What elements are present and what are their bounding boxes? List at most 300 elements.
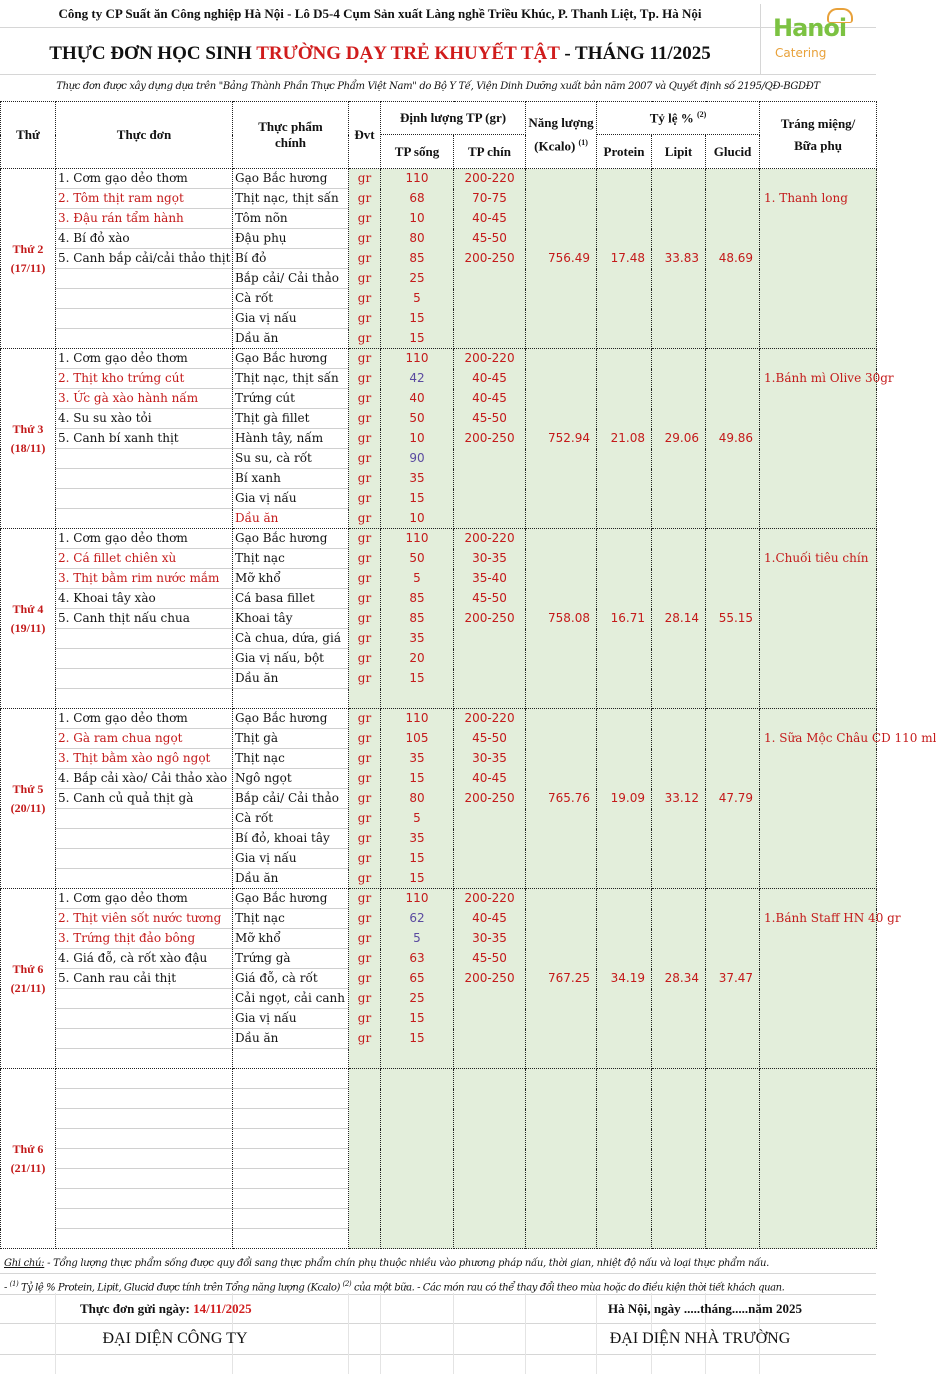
unit: gr (349, 629, 381, 649)
divider (0, 1294, 876, 1295)
day-label: Thứ 6 (12, 961, 44, 976)
raw-quantity: 15 (381, 669, 454, 689)
col-header-lipit: Lipit (652, 135, 706, 169)
food-item: Thịt nạc (233, 549, 349, 569)
unit: gr (349, 449, 381, 469)
unit: gr (349, 969, 381, 989)
raw-quantity (381, 689, 454, 709)
menu-row (1, 529, 877, 549)
cooked-quantity (454, 1029, 526, 1049)
dish-name: 4. Bắp cải xào/ Cải thảo xào (56, 769, 233, 789)
day-label: Thứ 2 (12, 241, 44, 256)
raw-quantity: 85 (381, 249, 454, 269)
day-date: (21/11) (10, 980, 46, 995)
col-header-cooked: TP chín (454, 135, 526, 169)
divider (0, 74, 876, 75)
dish-name: 1. Cơm gạo dẻo thơm (56, 349, 233, 369)
cooked-quantity (454, 269, 526, 289)
dish-name (56, 1109, 233, 1129)
dish-name (56, 869, 233, 889)
raw-quantity: 110 (381, 529, 454, 549)
unit (349, 1089, 381, 1109)
unit: gr (349, 209, 381, 229)
day-date: (20/11) (10, 800, 46, 815)
cooked-quantity: 40-45 (454, 369, 526, 389)
title-suffix: - THÁNG 11/2025 (559, 43, 711, 64)
unit: gr (349, 729, 381, 749)
cooked-quantity (454, 1069, 526, 1089)
raw-quantity: 15 (381, 309, 454, 329)
cooked-quantity: 200-250 (454, 429, 526, 449)
cooked-quantity: 200-220 (454, 529, 526, 549)
raw-quantity: 63 (381, 949, 454, 969)
raw-quantity (381, 1189, 454, 1209)
food-item: Gia vị nấu, bột (233, 649, 349, 669)
food-item: Mỡ khổ (233, 569, 349, 589)
food-item (233, 1129, 349, 1149)
cooked-quantity (454, 809, 526, 829)
day-cell (1, 529, 56, 709)
note-line-2 (4, 1275, 874, 1293)
dish-name: 4. Khoai tây xào (56, 589, 233, 609)
cooked-quantity: 200-250 (454, 249, 526, 269)
raw-quantity (381, 1049, 454, 1069)
dish-name (56, 1149, 233, 1169)
food-item: Dầu ăn (233, 869, 349, 889)
dish-name (56, 329, 233, 349)
dessert: 1.Bánh Staff HN 40 gr (760, 889, 877, 1069)
dish-name: 5. Canh thịt nấu chua (56, 609, 233, 629)
food-item (233, 1089, 349, 1109)
cooked-quantity: 30-35 (454, 749, 526, 769)
dessert: 1. Thanh long (760, 169, 877, 349)
dessert: 1. Sữa Mộc Châu CD 110 ml (760, 709, 877, 889)
raw-quantity (381, 1169, 454, 1189)
food-item: Gia vị nấu (233, 489, 349, 509)
unit: gr (349, 569, 381, 589)
unit: gr (349, 849, 381, 869)
food-item: Cà chua, dứa, giá (233, 629, 349, 649)
cooked-quantity: 45-50 (454, 409, 526, 429)
day-label: Thứ 5 (12, 781, 44, 796)
food-item: Bắp cải/ Cải thảo (233, 789, 349, 809)
cooked-quantity: 40-45 (454, 909, 526, 929)
food-item: Giá đỗ, cà rốt (233, 969, 349, 989)
unit: gr (349, 349, 381, 369)
unit: gr (349, 429, 381, 449)
cooked-quantity (454, 1229, 526, 1249)
dish-name (56, 1169, 233, 1189)
unit: gr (349, 489, 381, 509)
food-item: Mỡ khổ (233, 929, 349, 949)
day-date: (19/11) (10, 620, 46, 635)
unit: gr (349, 369, 381, 389)
food-item: Gạo Bắc hương (233, 169, 349, 189)
menu-row (1, 169, 877, 189)
menu-source-note: Thực đơn được xây dựng dựa trên "Bảng Thành Phần Thực Phẩm Việt Nam" do Bộ Y Tế, Viện Dinh Dưỡng xuất bản năm 2007 và Quyết định số 2195/QĐ-BGDĐT (56, 81, 820, 92)
food-item (233, 689, 349, 709)
food-item: Thịt gà (233, 729, 349, 749)
food-item: Cá basa fillet (233, 589, 349, 609)
cooked-quantity (454, 989, 526, 1009)
unit: gr (349, 529, 381, 549)
unit: gr (349, 169, 381, 189)
raw-quantity: 15 (381, 489, 454, 509)
dish-name (56, 1069, 233, 1089)
unit: gr (349, 329, 381, 349)
divider (0, 27, 876, 28)
dish-name: 4. Su su xào tỏi (56, 409, 233, 429)
lipit-value: 28.14 (652, 529, 706, 709)
menu-row (1, 709, 877, 729)
raw-quantity: 90 (381, 449, 454, 469)
raw-quantity: 15 (381, 769, 454, 789)
raw-quantity (381, 1149, 454, 1169)
cooked-quantity: 30-35 (454, 929, 526, 949)
protein-value: 16.71 (597, 529, 652, 709)
food-item: Cà rốt (233, 289, 349, 309)
dish-name: 5. Canh rau cải thịt (56, 969, 233, 989)
unit: gr (349, 869, 381, 889)
day-cell (1, 709, 56, 889)
glucid-value (706, 1069, 760, 1249)
unit: gr (349, 189, 381, 209)
protein-value: 21.08 (597, 349, 652, 529)
col-header-glucid: Glucid (706, 135, 760, 169)
raw-quantity: 15 (381, 849, 454, 869)
raw-quantity: 15 (381, 869, 454, 889)
cooked-quantity (454, 329, 526, 349)
cooked-quantity: 30-35 (454, 549, 526, 569)
dish-name (56, 629, 233, 649)
food-item (233, 1049, 349, 1069)
food-item: Dầu ăn (233, 329, 349, 349)
unit: gr (349, 829, 381, 849)
sent-date: 14/11/2025 (193, 1301, 252, 1316)
food-item: Thịt gà fillet (233, 409, 349, 429)
food-item (233, 1209, 349, 1229)
menu-table (0, 101, 936, 1249)
dish-name (56, 489, 233, 509)
food-item: Gia vị nấu (233, 1009, 349, 1029)
food-item: Đậu phụ (233, 229, 349, 249)
food-item: Bí đỏ, khoai tây (233, 829, 349, 849)
unit: gr (349, 469, 381, 489)
col-header-protein: Protein (597, 135, 652, 169)
menu-row (1, 889, 877, 909)
glucid-value: 48.69 (706, 169, 760, 349)
logo-subtext: Catering (775, 46, 827, 60)
unit: gr (349, 789, 381, 809)
note-label: Ghi chú: (4, 1258, 45, 1269)
raw-quantity: 5 (381, 809, 454, 829)
dish-name (56, 689, 233, 709)
food-item: Bắp cải/ Cải thảo (233, 269, 349, 289)
dish-name: 3. Đậu rán tẩm hành (56, 209, 233, 229)
raw-quantity: 5 (381, 289, 454, 309)
dish-name: 1. Cơm gạo dẻo thơm (56, 709, 233, 729)
dish-name (56, 469, 233, 489)
cooked-quantity: 35-40 (454, 569, 526, 589)
day-cell (1, 169, 56, 349)
col-header-day: Thứ (1, 102, 56, 169)
grid-line (380, 1293, 381, 1374)
raw-quantity (381, 1089, 454, 1109)
unit (349, 1049, 381, 1069)
cooked-quantity (454, 1189, 526, 1209)
cooked-quantity (454, 1049, 526, 1069)
protein-value: 17.48 (597, 169, 652, 349)
dish-name: 1. Cơm gạo dẻo thơm (56, 889, 233, 909)
unit (349, 689, 381, 709)
raw-quantity: 110 (381, 709, 454, 729)
dish-name: 2. Cá fillet chiên xù (56, 549, 233, 569)
raw-quantity: 15 (381, 329, 454, 349)
raw-quantity: 15 (381, 1009, 454, 1029)
raw-quantity: 35 (381, 469, 454, 489)
dish-name (56, 269, 233, 289)
unit: gr (349, 709, 381, 729)
food-item: Bí đỏ (233, 249, 349, 269)
unit: gr (349, 309, 381, 329)
unit: gr (349, 389, 381, 409)
cooked-quantity (454, 489, 526, 509)
food-item: Cải ngọt, cải canh (233, 989, 349, 1009)
col-header-food: Thực phẩm chính (233, 102, 349, 169)
food-item: Dầu ăn (233, 1029, 349, 1049)
energy-value: 758.08 (526, 529, 597, 709)
cooked-quantity (454, 1089, 526, 1109)
dish-name (56, 649, 233, 669)
dish-name (56, 289, 233, 309)
raw-quantity: 15 (381, 1029, 454, 1049)
dish-name (56, 669, 233, 689)
page-title (0, 38, 760, 70)
col-header-quantity: Định lượng TP (gr) (381, 102, 526, 135)
raw-quantity: 25 (381, 269, 454, 289)
food-item: Gạo Bắc hương (233, 349, 349, 369)
day-date: (17/11) (10, 260, 46, 275)
food-item: Gạo Bắc hương (233, 529, 349, 549)
food-item: Trứng cút (233, 389, 349, 409)
cooked-quantity (454, 309, 526, 329)
dish-name: 2. Gà ram chua ngọt (56, 729, 233, 749)
cooked-quantity (454, 1009, 526, 1029)
dish-name: 3. Thịt bằm rim nước mắm (56, 569, 233, 589)
note-text-1: - Tổng lượng thực phẩm sống được quy đổi sang thực phẩm chín phụ thuộc nhiều vào phương pháp nấu, thời gian, nhiệt độ nấu và loại thực phẩm nấu. (44, 1258, 769, 1269)
cooked-quantity (454, 1209, 526, 1229)
company-representative: ĐẠI DIỆN CÔNG TY (102, 1330, 248, 1347)
food-item: Tôm nõn (233, 209, 349, 229)
lipit-value: 33.12 (652, 709, 706, 889)
raw-quantity: 105 (381, 729, 454, 749)
food-item: Gia vị nấu (233, 849, 349, 869)
col-header-energy (526, 102, 597, 169)
cooked-quantity (454, 509, 526, 529)
sent-label: Thực đơn gửi ngày: (80, 1301, 194, 1316)
raw-quantity: 85 (381, 589, 454, 609)
dish-name (56, 829, 233, 849)
food-item (233, 1229, 349, 1249)
cooked-quantity (454, 1109, 526, 1129)
cooked-quantity (454, 649, 526, 669)
unit: gr (349, 749, 381, 769)
food-item: Cà rốt (233, 809, 349, 829)
note-text-2b: của một bữa. - Các món rau có thể thay đổi theo mùa hoặc do điều kiện thời tiết khách quan. (351, 1282, 785, 1294)
dish-name (56, 1189, 233, 1209)
food-item: Khoai tây (233, 609, 349, 629)
unit: gr (349, 649, 381, 669)
lipit-value: 29.06 (652, 349, 706, 529)
menu-row (1, 1069, 877, 1089)
day-cell (1, 889, 56, 1069)
food-item: Dầu ăn (233, 509, 349, 529)
cooked-quantity: 200-220 (454, 709, 526, 729)
glucid-value: 55.15 (706, 529, 760, 709)
cooked-quantity: 45-50 (454, 949, 526, 969)
raw-quantity: 35 (381, 829, 454, 849)
cooked-quantity: 40-45 (454, 389, 526, 409)
dessert (760, 1069, 877, 1249)
cooked-quantity: 200-250 (454, 789, 526, 809)
col-header-dish: Thực đơn (56, 102, 233, 169)
dish-name: 2. Thịt viên sốt nước tương (56, 909, 233, 929)
cooked-quantity: 45-50 (454, 229, 526, 249)
cooked-quantity (454, 289, 526, 309)
ratio-label: Tỷ lệ % (649, 110, 694, 126)
dish-name (56, 1049, 233, 1069)
lipit-value (652, 1069, 706, 1249)
food-item: Gạo Bắc hương (233, 709, 349, 729)
food-item: Trứng gà (233, 949, 349, 969)
raw-quantity: 80 (381, 789, 454, 809)
raw-quantity: 42 (381, 369, 454, 389)
raw-quantity: 110 (381, 349, 454, 369)
food-item: Gạo Bắc hương (233, 889, 349, 909)
unit (349, 1169, 381, 1189)
day-cell (1, 1069, 56, 1249)
energy-label: Năng lượng (Kcalo) (528, 115, 594, 154)
dish-name (56, 1209, 233, 1229)
raw-quantity (381, 1109, 454, 1129)
cooked-quantity: 200-220 (454, 889, 526, 909)
ratio-footnote: (2) (697, 109, 707, 119)
dish-name: 2. Thịt kho trứng cút (56, 369, 233, 389)
col-header-raw: TP sống (381, 135, 454, 169)
unit (349, 1189, 381, 1209)
dish-name (56, 1009, 233, 1029)
raw-quantity (381, 1229, 454, 1249)
cooked-quantity (454, 849, 526, 869)
dish-name: 3. Ức gà xào hành nấm (56, 389, 233, 409)
food-item (233, 1109, 349, 1129)
energy-value: 767.25 (526, 889, 597, 1069)
logo-text: Hanoi (773, 14, 847, 42)
dish-name (56, 1229, 233, 1249)
day-date: (18/11) (10, 440, 46, 455)
lipit-value: 28.34 (652, 889, 706, 1069)
dish-name (56, 809, 233, 829)
dish-name: 5. Canh bí xanh thịt (56, 429, 233, 449)
raw-quantity: 68 (381, 189, 454, 209)
unit: gr (349, 909, 381, 929)
cooked-quantity: 200-220 (454, 349, 526, 369)
protein-value: 34.19 (597, 889, 652, 1069)
cooked-quantity (454, 669, 526, 689)
cooked-quantity (454, 689, 526, 709)
raw-quantity: 65 (381, 969, 454, 989)
dish-name: 2. Tôm thịt ram ngọt (56, 189, 233, 209)
grid-line (453, 1293, 454, 1374)
raw-quantity: 50 (381, 549, 454, 569)
cooked-quantity: 45-50 (454, 729, 526, 749)
food-item: Su su, cà rốt (233, 449, 349, 469)
unit: gr (349, 549, 381, 569)
lipit-value: 33.83 (652, 169, 706, 349)
raw-quantity: 35 (381, 749, 454, 769)
menu-row (1, 349, 877, 369)
note-line-1 (4, 1255, 874, 1273)
dessert: 1.Bánh mì Olive 30gr (760, 349, 877, 529)
col-header-dessert: Tráng miệng/ Bữa phụ (760, 102, 877, 169)
raw-quantity: 35 (381, 629, 454, 649)
raw-quantity: 62 (381, 909, 454, 929)
cooked-quantity: 40-45 (454, 769, 526, 789)
unit: gr (349, 989, 381, 1009)
food-item (233, 1149, 349, 1169)
unit (349, 1229, 381, 1249)
col-header-unit: Đvt (349, 102, 381, 169)
dish-name (56, 1029, 233, 1049)
food-item: Thịt nạc, thịt sấn (233, 189, 349, 209)
title-prefix: THỰC ĐƠN HỌC SINH (49, 43, 257, 64)
unit: gr (349, 229, 381, 249)
unit: gr (349, 669, 381, 689)
food-item: Bí xanh (233, 469, 349, 489)
company-info: Công ty CP Suất ăn Công nghiệp Hà Nội - Lô D5-4 Cụm Sản xuất Làng nghề Triều Khúc, P. Thanh Liệt, Tp. Hà Nội (58, 6, 702, 21)
unit: gr (349, 609, 381, 629)
sent-date-line (80, 1299, 252, 1319)
unit: gr (349, 949, 381, 969)
company-logo (760, 4, 877, 74)
raw-quantity: 10 (381, 429, 454, 449)
note-dash: - (4, 1282, 10, 1294)
raw-quantity (381, 1069, 454, 1089)
raw-quantity (381, 1209, 454, 1229)
dish-name: 1. Cơm gạo dẻo thơm (56, 169, 233, 189)
day-label: Thứ 3 (12, 421, 44, 436)
cooked-quantity (454, 1169, 526, 1189)
food-item: Thịt nạc (233, 909, 349, 929)
unit: gr (349, 769, 381, 789)
unit: gr (349, 809, 381, 829)
dish-name (56, 309, 233, 329)
dish-name (56, 989, 233, 1009)
dish-name (56, 1129, 233, 1149)
day-label: Thứ 4 (12, 601, 44, 616)
food-item: Dầu ăn (233, 669, 349, 689)
energy-footnote: (1) (578, 138, 588, 148)
food-item (233, 1069, 349, 1089)
title-school: TRƯỜNG DẠY TRẺ KHUYẾT TẬT (256, 43, 560, 64)
dish-name: 3. Thịt bằm xào ngô ngọt (56, 749, 233, 769)
unit: gr (349, 509, 381, 529)
cooked-quantity (454, 449, 526, 469)
food-item: Ngô ngọt (233, 769, 349, 789)
raw-quantity: 50 (381, 409, 454, 429)
cooked-quantity: 200-220 (454, 169, 526, 189)
energy-value: 756.49 (526, 169, 597, 349)
